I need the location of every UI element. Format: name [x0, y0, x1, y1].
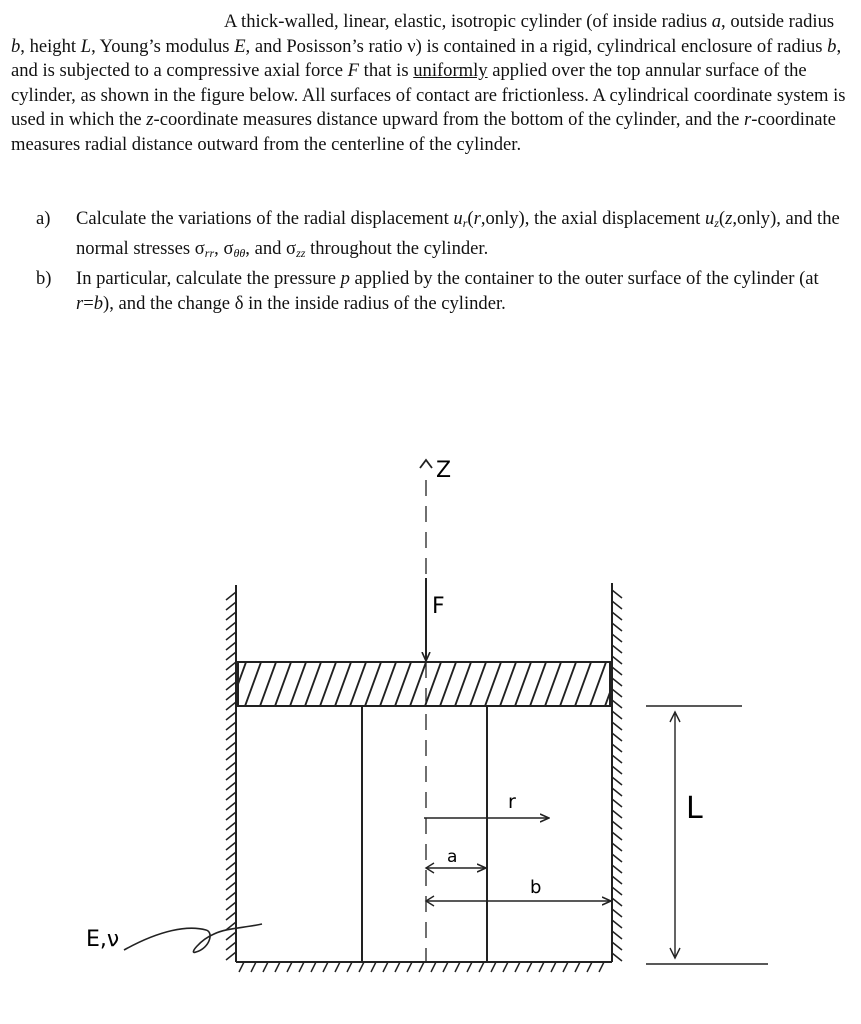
text-run: throughout the cylinder. [305, 238, 489, 259]
wall-hatch-tick [443, 962, 448, 972]
wall-hatch-tick [226, 862, 236, 870]
wall-hatch-tick [226, 672, 236, 680]
var-r: r [744, 109, 752, 130]
wall-hatch-tick [226, 832, 236, 840]
wall-hatch-tick [371, 962, 376, 972]
text-run: , Young’s modulus [91, 35, 235, 57]
text-run: that is [359, 60, 414, 81]
wall-hatch-tick [599, 962, 604, 972]
wall-hatch-tick [612, 832, 622, 840]
text-run: = [83, 293, 94, 314]
var-u: u [704, 208, 715, 229]
wall-hatch-tick [612, 612, 622, 620]
text-run: Calculate the variations of the radial displacement [76, 208, 454, 229]
wall-hatch-tick [323, 962, 328, 972]
text-run: , and σ [245, 238, 297, 259]
wall-hatch-tick [226, 902, 236, 910]
text-run: , and is subjected to a compressive axial force [11, 35, 842, 81]
text-run: -coordinate measures distance upward from the bottom of the cylinder, and the [153, 109, 744, 130]
wall-hatch-tick [612, 667, 622, 675]
wall-hatch-tick [551, 962, 556, 972]
wall-hatch-tick [226, 702, 236, 710]
label-L: L [686, 791, 703, 826]
wall-hatch-tick [431, 962, 436, 972]
var-r: r [473, 208, 481, 229]
wall-hatch-tick [612, 865, 622, 873]
wall-hatch-tick [226, 722, 236, 730]
wall-hatch-tick [226, 842, 236, 850]
text-run: A thick-walled, linear, elastic, isotropic cylinder (of inside radius [224, 11, 712, 32]
wall-hatch-tick [612, 953, 622, 961]
subscript: zz [296, 246, 306, 260]
wall-hatch-tick [239, 962, 244, 972]
wall-hatch-tick [299, 962, 304, 972]
wall-hatch-tick [226, 682, 236, 690]
wall-hatch-tick [587, 962, 592, 972]
wall-hatch-tick [612, 590, 622, 598]
label-material: E,ν [86, 927, 120, 952]
var-a: a [711, 11, 722, 32]
wall-hatch-tick [226, 882, 236, 890]
subscript: z [714, 216, 719, 230]
wall-hatch-tick [226, 942, 236, 950]
label-a: a [447, 847, 458, 867]
wall-hatch-tick [612, 788, 622, 796]
wall-hatch-tick [612, 766, 622, 774]
text-run: In particular, calculate the pressure [76, 268, 341, 289]
wall-hatch-tick [612, 854, 622, 862]
wall-hatch-tick [407, 962, 412, 972]
wall-hatch-tick [226, 642, 236, 650]
wall-hatch-tick [226, 752, 236, 760]
wall-hatch-tick [226, 632, 236, 640]
text-run: applied over the top annular surface of the cylinder, as shown in the figure below. All surfaces of contact are frictionless. A cylindrical coordinate system is used in which the [11, 60, 846, 130]
wall-hatch-tick [226, 952, 236, 960]
right-wall [612, 583, 622, 962]
wall-hatch-tick [226, 712, 236, 720]
wall-hatch-tick [226, 802, 236, 810]
wall-hatch-tick [612, 898, 622, 906]
wall-hatch-tick [612, 777, 622, 785]
wall-hatch-tick [347, 962, 352, 972]
text-run: ,only), and the normal stresses σ [76, 208, 840, 259]
wall-hatch-tick [226, 782, 236, 790]
wall-hatch-tick [575, 962, 580, 972]
wall-hatch-tick [612, 678, 622, 686]
wall-hatch-tick [612, 755, 622, 763]
left-wall [226, 585, 236, 962]
text-run: , outside radius [721, 11, 835, 32]
wall-hatch-tick [311, 962, 316, 972]
wall-hatch-tick [226, 872, 236, 880]
text-run: ( [718, 208, 726, 229]
label-b: b [530, 877, 542, 898]
wall-hatch-tick [226, 692, 236, 700]
wall-hatch-tick [226, 852, 236, 860]
text-run: , σ [214, 238, 234, 259]
wall-hatch-tick [612, 942, 622, 950]
wall-hatch-tick [612, 722, 622, 730]
var-b: b [827, 35, 837, 57]
wall-hatch-tick [612, 656, 622, 664]
wall-hatch-tick [612, 920, 622, 928]
wall-hatch-tick [226, 662, 236, 670]
wall-hatch-tick [612, 876, 622, 884]
var-r: r [76, 293, 84, 314]
wall-hatch-tick [563, 962, 568, 972]
bottom-wall [236, 962, 612, 972]
var-u: u [453, 208, 463, 229]
dimension-L [646, 706, 768, 964]
wall-hatch-tick [612, 843, 622, 851]
wall-hatch-tick [226, 912, 236, 920]
wall-hatch-tick [419, 962, 424, 972]
wall-hatch-tick [226, 792, 236, 800]
wall-hatch-tick [226, 932, 236, 940]
wall-hatch-tick [491, 962, 496, 972]
wall-hatch-tick [287, 962, 292, 972]
wall-hatch-tick [226, 742, 236, 750]
var-E: E [234, 35, 246, 57]
var-p: p [340, 268, 350, 289]
wall-hatch-tick [612, 700, 622, 708]
wall-hatch-tick [383, 962, 388, 972]
wall-hatch-tick [612, 601, 622, 609]
label-r: r [508, 791, 516, 813]
text-run: ( [467, 208, 474, 229]
wall-hatch-tick [479, 962, 484, 972]
wall-hatch-tick [226, 592, 236, 600]
underlined-word: uniformly [413, 60, 488, 81]
var-z: z [146, 109, 154, 130]
subscript: θθ [233, 246, 246, 260]
wall-hatch-tick [612, 689, 622, 697]
inner-cavity [362, 706, 487, 962]
wall-hatch-tick [612, 931, 622, 939]
wall-hatch-tick [612, 744, 622, 752]
var-b: b [11, 35, 21, 57]
part-b-marker: b) [36, 268, 52, 289]
wall-hatch-tick [612, 799, 622, 807]
wall-hatch-tick [226, 652, 236, 660]
wall-hatch-tick [612, 821, 622, 829]
subscript: r [462, 216, 468, 230]
wall-hatch-tick [251, 962, 256, 972]
wall-hatch-tick [263, 962, 268, 972]
var-z: z [725, 208, 733, 229]
wall-hatch-tick [275, 962, 280, 972]
text-run: ), and the change δ in the inside radius of the cylinder. [103, 293, 506, 314]
wall-hatch-tick [612, 909, 622, 917]
var-L: L [80, 35, 92, 57]
text-run: ,only), the axial displacement [480, 208, 705, 229]
wall-hatch-tick [226, 602, 236, 610]
label-z: Z [436, 458, 452, 483]
wall-hatch-tick [612, 810, 622, 818]
wall-hatch-tick [226, 812, 236, 820]
text-run: , height [20, 35, 81, 57]
wall-hatch-tick [612, 887, 622, 895]
part-a-marker: a) [36, 208, 51, 229]
wall-hatch-tick [226, 772, 236, 780]
material-leader [124, 924, 262, 952]
wall-hatch-tick [527, 962, 532, 972]
wall-hatch-tick [515, 962, 520, 972]
var-b: b [93, 293, 104, 314]
wall-hatch-tick [612, 711, 622, 719]
text-run: , and Posisson’s ratio ν) is contained in a rigid, cylindrical enclosure of radius [245, 35, 828, 57]
wall-hatch-tick [455, 962, 460, 972]
wall-hatch-tick [612, 623, 622, 631]
wall-hatch-tick [503, 962, 508, 972]
wall-hatch-tick [226, 732, 236, 740]
wall-hatch-tick [226, 622, 236, 630]
wall-hatch-tick [226, 612, 236, 620]
dimension-b [426, 896, 610, 906]
label-F: F [432, 594, 445, 619]
var-F: F [347, 60, 359, 81]
wall-hatch-tick [395, 962, 400, 972]
text-run: -coordinate measures radial distance outward from the centerline of the cylinder. [11, 109, 836, 155]
wall-hatch-tick [226, 892, 236, 900]
text-run: applied by the container to the outer surface of the cylinder (at [349, 268, 819, 289]
top-load-plate [238, 662, 610, 706]
wall-hatch-tick [226, 762, 236, 770]
wall-hatch-tick [612, 645, 622, 653]
wall-hatch-tick [335, 962, 340, 972]
wall-hatch-tick [612, 634, 622, 642]
subscript: rr [204, 246, 215, 260]
wall-hatch-tick [467, 962, 472, 972]
wall-hatch-tick [226, 822, 236, 830]
wall-hatch-tick [359, 962, 364, 972]
wall-hatch-tick [539, 962, 544, 972]
wall-hatch-tick [612, 733, 622, 741]
z-axis-arrowhead [420, 460, 432, 468]
